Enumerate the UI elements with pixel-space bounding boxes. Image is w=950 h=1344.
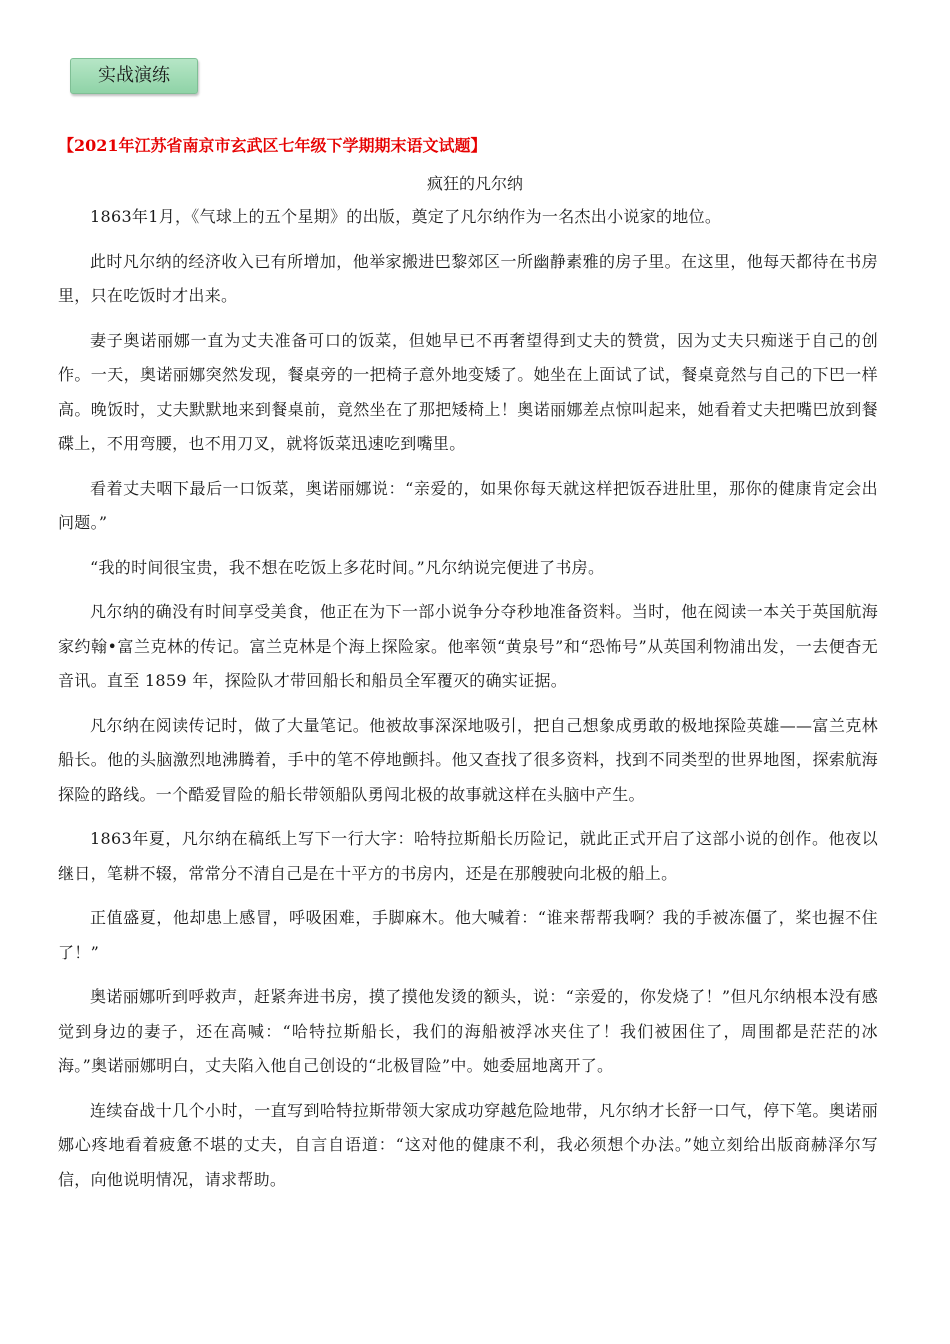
- paragraph: 看着丈夫咽下最后一口饭菜，奥诺丽娜说：“亲爱的，如果你每天就这样把饭吞进肚里，那你的健康肯定会出问题。”: [58, 478, 878, 532]
- paragraph: 凡尔纳在阅读传记时，做了大量笔记。他被故事深深地吸引，把自己想象成勇敢的极地探险英雄——富兰克林船长。他的头脑激烈地沸腾着，手中的笔不停地颤抖。他又查找了很多资料，找到不同类型的世界地图，探索航海探险的路线。一个酷爱冒险的船长带领船队勇闯北极的故事就这样在头脑中产生。: [58, 715, 878, 804]
- paragraph: 妻子奥诺丽娜一直为丈夫准备可口的饭菜，但她早已不再奢望得到丈夫的赞赏，因为丈夫只痴迷于自己的创作。一天，奥诺丽娜突然发现，餐桌旁的一把椅子意外地变矮了。她坐在上面试了试，餐桌竟然与自己的下巴一样高。晚饭时，丈夫默默地来到餐桌前，竟然坐在了那把矮椅上！奥诺丽娜差点惊叫起来，她看着丈夫把嘴巴放到餐碟上，不用弯腰，也不用刀叉，就将饭菜迅速吃到嘴里。: [58, 330, 878, 453]
- section-tag: 实战演练: [70, 58, 198, 94]
- paragraph: 1863年1月，《气球上的五个星期》的出版，奠定了凡尔纳作为一名杰出小说家的地位。: [90, 207, 722, 226]
- exam-source: 【2021年江苏省南京市玄武区七年级下学期期末语文试题】: [58, 136, 487, 155]
- paragraph: 正值盛夏，他却患上感冒，呼吸困难，手脚麻木。他大喊着：“谁来帮帮我啊？我的手被冻僵了，桨也握不住了！”: [58, 908, 878, 962]
- paragraph: 此时凡尔纳的经济收入已有所增加，他举家搬进巴黎郊区一所幽静素雅的房子里。在这里，他每天都待在书房里，只在吃饭时才出来。: [58, 251, 878, 305]
- paragraph: 1863年夏，凡尔纳在稿纸上写下一行大字：哈特拉斯船长历险记，就此正式开启了这部小说的创作。他夜以继日，笔耕不辍，常常分不清自己是在十平方的书房内，还是在那艘驶向北极的船上。: [58, 829, 878, 883]
- paragraph: 连续奋战十几个小时，一直写到哈特拉斯带领大家成功穿越危险地带，凡尔纳才长舒一口气，停下笔。奥诺丽娜心疼地看着疲惫不堪的丈夫，自言自语道：“这对他的健康不利，我必须想个办法。”她立刻给出版商赫泽尔写信，向他说明情况，请求帮助。: [58, 1100, 878, 1189]
- paragraph: “我的时间很宝贵，我不想在吃饭上多花时间。”凡尔纳说完便进了书房。: [90, 557, 605, 577]
- article-body: [58, 200, 878, 1207]
- paragraph: 奥诺丽娜听到呼救声，赶紧奔进书房，摸了摸他发烫的额头，说：“亲爱的，你发烧了！”但凡尔纳根本没有感觉到身边的妻子，还在高喊：“哈特拉斯船长，我们的海船被浮冰夹住了！我们被困住了，周围都是茫茫的冰海。”奥诺丽娜明白，丈夫陷入他自己创设的“北极冒险”中。她委屈地离开了。: [58, 987, 878, 1075]
- article-title: 疯狂的凡尔纳: [426, 174, 523, 193]
- paragraph: 凡尔纳的确没有时间享受美食，他正在为下一部小说争分夺秒地准备资料。当时，他在阅读一本关于英国航海家约翰•富兰克林的传记。富兰克林是个海上探险家。他率领“黄泉号”和“恐怖号”从英国利物浦出发，一去便杳无音讯。直至 1859 年，探险队才带回船长和船员全军覆灭的确实证据。: [58, 602, 878, 690]
